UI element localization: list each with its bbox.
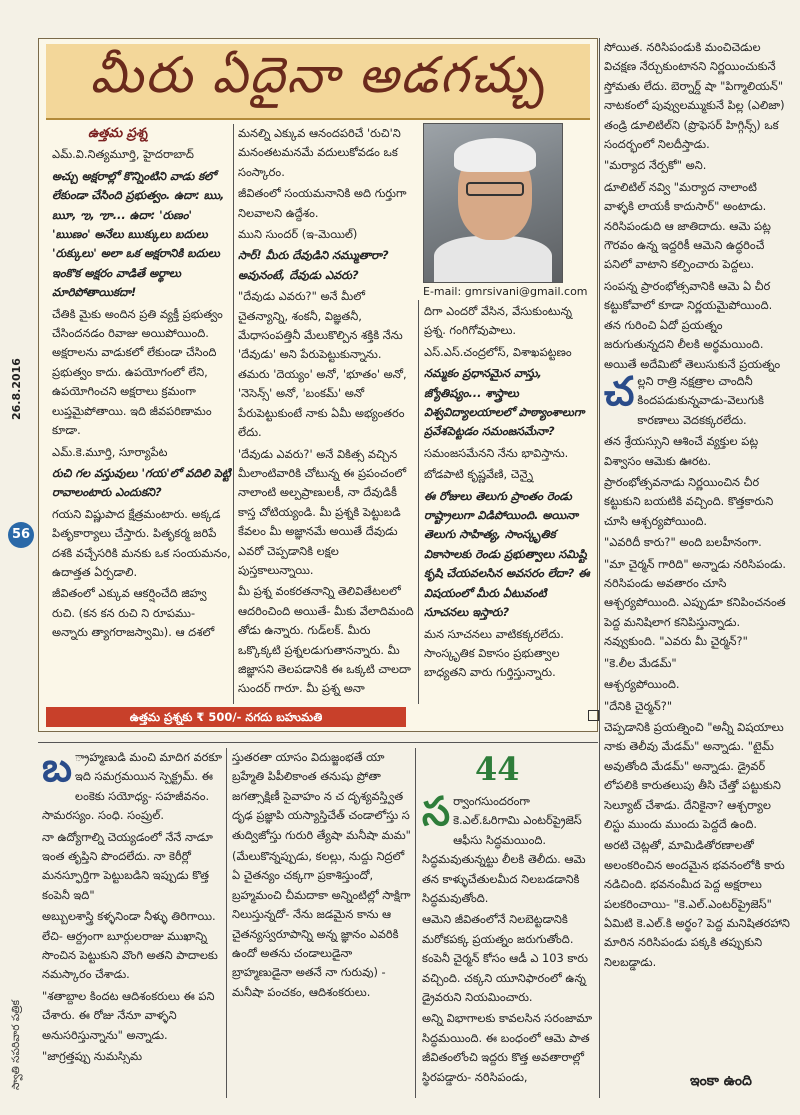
drop-cap: చ [604,372,635,415]
qa-paragraph: జీవితంలో సంయమనానికి అది గుర్తుగా నిలవాలని ఉద్దేశం. [238,186,407,220]
story-paragraph: సంపన్న ప్రారంభోత్సవానికి ఆమె ఏ చీర కట్టుకోవాలో కూడా నిర్ణయమైపోయింది. తన గురించి ఏదో ప్రయత్నం జరుగుతున్నదని లీలకి అర్థమయింది. అయితే అదేమిటో తెలుసుకునే ప్రయత్నం [604,278,781,371]
drop-cap-rest: ర్వాంగసుందరంగా కె.ఎల్.ఓరిగామి ఎంటర్‌ప్రైజెస్ ఆఫీసు సిద్ధమయింది. సిద్ధమవుతున్నట్టు లీలకి తెలీదు. ఆమె తన కాళ్ళుచేతులమీద నిలబడడానికి సిద్ధమవుతోంది. [422,794,586,906]
qa-question: రుచి గల వస్తువులు 'గయ'లో వదిలి పెట్టి రావాలంటారు ఎందుకని? [52,465,231,500]
qa-question: ఈ రోజులు తెలుగు ప్రాంతం రెండు రాష్ట్రాలుగా విడిపోయింది. అయినా తెలుగు సాహిత్య, సాంస్కృతిక వికాసాలకు రెండు ప్రభుత్వాలు సమిష్టి కృషి చేయవలసిన అవసరం లేదా? ఈ విషయంలో మీరు ఏటువంటి సూచనలు ఇస్తారు? [424,488,590,620]
magazine-name: స్వాతి సపరివార పత్రిక [10,1000,22,1090]
story-paragraph: అరటి చెట్లతో, మామిడితోరణాలతో అలంకరించిన అందమైన భవనంలోకి కారు నడిచింది. భవనంమీద పెద్ద అక్షరాలు పలకరించాయి- "కె.ఎల్.ఎంటర్‌ప్రైజెస్" ఏమిటి కె.ఎల్.కి అర్థం? పెద్ద మనిషితరహాని మారిన నరిసిపండు పక్కకి తప్పుకుని నిలబడ్డాడు. [604,838,790,969]
best-question-tag: ఉత్తమ ప్రశ్న [88,126,148,141]
story-paragraph: డూలిటిల్ నవ్వి "మర్యాద నాలాంటి వాళ్ళకి లాయకీ కాదుసార్" అంటాడు. నరిసిపండుది ఆ జాతిదాదు. ఆమె పట్ల గౌరవం ఉన్న ఇద్దరికీ ఆమెని ఉద్ధరించే పనిలో వాటాని కల్పించారు పెద్దలు. [604,179,771,272]
qa-column-1 [52,124,232,704]
story-paragraph: "కె.లీల మేడమ్" [604,655,677,670]
qa-question: అచ్చు అక్షరాల్లో కొన్నింటిని వాడు కలో లేకుండా చేసింది ప్రభుత్వం. ఉదా: ఋ, ౠ, ఌ, ౡ... ఉదా: 'రుణం' 'ఋణం' అనేలు ఋక్కులు బదులు 'రుక్కులు' అలా ఒక అక్షరానికి బదులు ఇంకొక అక్షరం వాడితే అర్థాలు మారిపోతాయికదా! [52,168,225,300]
story-paragraph: "శతాబ్దాల కిందట ఆదిశంకరులు ఈ పని చేశారు. ఈ రోజు నేనూ వాళ్ళని అనుసరిస్తున్నాను" అన్నాడు. [42,988,215,1042]
qa-question: నమ్మకం ప్రధానమైన వాస్తు, జ్యోతిష్యం... శాస్త్రాలు విశ్వవిద్యాలయాలలో పాఠ్యాంశాలుగా ప్రవేశపెట్టడం సమంజసమేనా? [424,366,585,439]
story-paragraph: "ఎవరిదీ కారు?" అంది బలహీనంగా. [604,535,762,550]
qa-paragraph: చేతికి మైకు అందిన ప్రతి వ్యక్తీ ప్రభుత్వం చేసిందనడం రివాజు అయిపోయింది. అక్షరాలను వాడుకలో లేకుండా చేసింది ప్రభుత్వం కాదు. ఉపయోగంలో లేని, ఉపయోగించని అక్షరాలు క్రమంగా లుప్తమైపోతాయి. ఇది జీవపరిణామం కూడా. [52,306,223,438]
drop-cap: బ [42,748,72,791]
qa-paragraph: బోడపాటి కృష్ణవేణి, చెన్నై [424,467,533,482]
qa-paragraph: ఎస్.ఎస్.చంద్రలోస్, విశాఖపట్టణం [424,344,572,359]
story-paragraph: నా ఉద్యోగాల్ని చెయ్యడంలో నేనే నాడూ ఇంత తృప్తిని పొందలేదు. నా కెరీర్లో మనస్ఫూర్తిగా పెట్టుబడిని ఇప్పుడు కొత్త కంపెనీ ఇది" [42,829,213,902]
story-paragraph: "మా చైర్మన్ గారిది" అన్నాడు నరిసిపండు. నరిసిపండు అవతారం చూసి ఆశ్చర్యపోయింది. ఎప్పుడూ కనిపించనంత పెద్ద మనిషిలాగ కనిపిస్తున్నాడు. నవ్వుకుంది. "ఎవరు మీ చైర్మన్?" [604,556,786,649]
drop-cap-rest: ్రాహ్మణుడి మంచి మాదిగ వరకూ ఇది సమగ్రమయిన స్పెక్ట్రమ్. ఈ లంకెకు సయోధ్య- సహజీవనం. సామరస్యం. సంధి. సంప్రుల్. [42,750,222,823]
story-paragraph: "జాగ్రత్తప్పు నుమస్సిమ [42,1049,143,1064]
story-paragraph: ఆశ్చర్యపోయింది. [604,677,680,692]
story-paragraph: ప్రారంభోత్సవనాడు నిర్ణయించిన చీర కట్టుకుని బయటికి వచ్చింది. కొత్తకారుని చూసి ఆశ్చర్యపోయింది. [604,475,774,528]
story-paragraph: (మేలుకొన్నప్పుడు, కలల్లు, నుద్దు నిద్రలో ఏ చైతన్యం చక్కగా ప్రకాశిస్తుందో, బ్రహ్మమంచి చీమదాకా అన్నింటిల్లో సాక్షిగా నిలుస్తున్నదో- నేను జడమైన కాను ఆ చైతన్యస్వరూపాన్ని అన్న జ్ఞానం ఎవరికి ఉందో అతను చండాలుడైనా బ్రాహ్మణుడైనా అతనే నా గురువు) - మనీషా పంచకం, ఆదిశంకరులు. [232,849,411,999]
issue-date: 26.8.2016 [10,358,23,420]
story-column-right-top [604,38,790,372]
qa-paragraph: గయని విష్ణుపాద క్షేత్రమంటారు. అక్కడ పితృకార్యాలు చేస్తారు. పితృకర్మ జరిపే దశకి వచ్చేసరికి మనకు ఒక సంయమనం, ఉదాత్తత ఏర్పడాలి. [52,506,231,579]
qa-paragraph: సమంజసమేనని నేను భావిస్తాను. [424,445,569,460]
qa-paragraph: మనల్ని ఎక్కువ ఆనందపరిచే 'రుచి'ని మనంతటమనమే వదులుకోవడం ఒక సంస్కారం. [238,126,401,179]
qa-paragraph: "దేవుడు ఎవరు?" అనే మీలో చైతన్యాన్ని, శంకనీ, విజ్ఞతనీ, మేధాసంపత్తినీ మేలుకొల్పిన శక్తికి నేను 'దేవుడు' అని పేరుపెట్టుకున్నాను. తమరు 'దెయ్యం' అనో, 'భూతం' అనో, 'నెసెన్స్' అనో, 'బంకమ్' అనో పేరుపెట్టుకుంటే నాకు ఏమీ అభ్యంతరం లేదు. [238,289,407,440]
qa-paragraph: దిగా ఎందరో వేసిన, వేసుకుంటున్న ప్రశ్న. గంగిగోవుపాలు. [424,304,572,338]
qa-column-2 [238,124,416,704]
qa-paragraph: 'దేవుడు ఎవరు?' అనే వికిత్స వచ్చిన మీలాంటివారికి చోటున్న ఈ ప్రపంచంలో నాలాంటి అల్పప్రాణులకీ, నా దేవుడికీ కాస్త చోటియ్యండి. మీ ప్రశ్నకి పెట్టుబడి కేవలం మీ అజ్ఞానమే అయితే దేవుడు ఎవరో చెప్పడానికి లక్షల పుస్తకాలున్నాయి. [238,446,407,577]
story-paragraph: స్తుతరతా యాసం విదుజ్జంభతే యా బ్రహ్మేతి పిపీలికాంత తనుషు ప్రోతా జగత్సాక్షిణీ సైవాహం న చ దృశ్యవస్త్విత దృఢ ప్రజ్ఞాపి యస్యాస్తిచేత్ చండాలోస్తు స తుద్విజోస్తు గురురి త్యేషా మనీషా మమ" [232,750,411,842]
qa-paragraph: ఎమ్.కె.మూర్తి, సూర్యాపేట [52,444,168,459]
qa-column-3 [424,302,592,704]
story-paragraph [604,372,790,430]
qa-paragraph: ముని సుందర్ (ఇ-మెయిల్) [238,227,358,242]
story-paragraph: ఆమెని జీవితంలోనే నిలబెట్టడానికి మరోకపక్క ప్రయత్నం జరుగుతోంది. కంపెనీ చైర్మన్ కోసం ఆడీ ఎ 103 కారు వచ్చింది. చక్కని యూనిఫారంలో ఉన్న డ్రైవరుని నియమించారు. [422,912,588,1005]
columnist-email: E-mail: gmrsivani@gmail.com [423,285,588,298]
story-paragraph: అన్ని విభాగాలకు కావలసిన సరంజామా సిద్ధమయింది. ఈ బంధంలో ఆమె పాత జీవితంలోంచి ఇద్దరు కొత్త అవతారాల్లో స్థిరపడ్డారు- నరిసిపండు, [422,1011,593,1084]
story-paragraph: "దేనికి చైర్మన్?" [604,698,673,713]
episode-number: 44 [475,750,520,788]
continued-note: ఇంకా ఉంది [690,1073,752,1089]
story-paragraph: అబ్బులశాస్త్రి కళ్ళనిండా నీళ్ళు తిరిగాయి. లేచి- ఆర్ద్రంగా బూర్గులరాజు ముఖాన్ని సొంచిన పెట్టుకుని వొంగి అతని పాదాలకు నమస్కారం చేశాడు. [42,909,218,982]
story-paragraph: సోయిత. నరిసిపండుకి మంచిచెడుల విచక్షణ నేర్చుకుంటానని నిర్ణయించుకునే స్తోమతు లేదు. బెర్నార్డ్ షా "పిగ్మాలియన్" నాటకంలో పువ్వులమ్ముకునే పిల్ల (ఎలిజా) తండ్రి డూలిటిల్‌ని (ప్రొఫెసర్ హిగ్గిన్స్) ఒక సందర్భంలో నిలదీస్తాడు. [604,40,785,152]
story-paragraph: "మర్యాద నేర్పకో" అని. [604,158,707,173]
story-column-right-main [604,372,790,1084]
story-column-bottom-2 [232,748,412,1098]
qa-banner [46,44,590,120]
end-mark-icon [588,710,599,721]
right-column-rule [599,38,600,1098]
bottom-divider-1 [226,748,227,1098]
drop-cap-rest: ల్లని రాత్రి నక్షత్రాల చాందినీ కిందపడుకున్నవాడు-వెలుగుకి కారణాలు వెదకక్కరలేదు. [637,374,764,427]
story-column-bottom-1 [42,748,222,1098]
qa-divider-1 [233,124,234,704]
bottom-divider-2 [415,748,416,1098]
qa-paragraph: మీ ప్రశ్న వంకరతనాన్ని తెలివితేటలలో ఆదరించింది అయితే- మీకు వేలాదిమంది తోడు ఉన్నారు. గుడ్‌లక్. మీరు ఒక్కొక్కటి ప్రశ్నలడుగుతానన్నారు. మీ జిజ్ఞాసని తెలపడానికి ఈ ఒక్కటి చాలదా సుందర్ గారూ. మీ ప్రశ్న అనా [238,584,414,696]
page-number: 56 [8,522,34,548]
story-paragraph [42,748,222,826]
qa-question: సార్! మీరు దేవుడిని నమ్ముతారా? అవునంటే, దేవుడు ఎవరు? [238,248,389,282]
columnist-photo [423,123,563,283]
story-paragraph: చెప్పడానికి ప్రయత్నించి "అన్నీ విషయాలు నాకు తెలీవు మేడమ్" అన్నాడు. "టైమ్ అవుతోంది మేడమ్" అన్నాడు. డ్రైవర్ లోపలికి కారుతలుపు తీసి చేత్తో పట్టుకుని సెల్యూట్ చేశాడు. దేనికైనా? ఆశ్చర్యాల లిస్టు ముందు ముందు పెద్దదే ఉంది. [604,719,784,831]
qa-paragraph: మన సూచనలు వాటికక్కరలేదు. సాంస్కృతిక వికాసం ప్రభుత్వాల బాధ్యతని వారు గుర్తిస్తున్నారు. [424,626,564,680]
story-paragraph [422,792,594,908]
qa-paragraph: ఎమ్.వి.నిత్యమూర్తి, హైదరాబాద్ [52,147,194,162]
story-paragraph: తన శ్రేయస్సుని ఆశించే వ్యక్తుల పట్ల విశ్వాసం ఆమెకు ఊరట. [604,434,759,468]
prize-banner: ఉత్తమ ప్రశ్నకు ₹ 500/- నగదు బహుమతి [46,707,406,727]
story-column-bottom-3 [422,792,594,1098]
qa-paragraph: జీవితంలో ఎక్కువ ఆకర్షించేది జిహ్వ రుచి. (కన కన రుచి ని రూపము- అన్నారు త్యాగరాజస్వామి). ఆ దశలో [52,586,215,640]
drop-cap: స [422,792,451,835]
qa-divider-2 [418,300,419,704]
qa-banner-title: మీరు ఏదైనా అడగచ్చు [90,45,546,104]
bottom-rule-top [38,742,598,743]
